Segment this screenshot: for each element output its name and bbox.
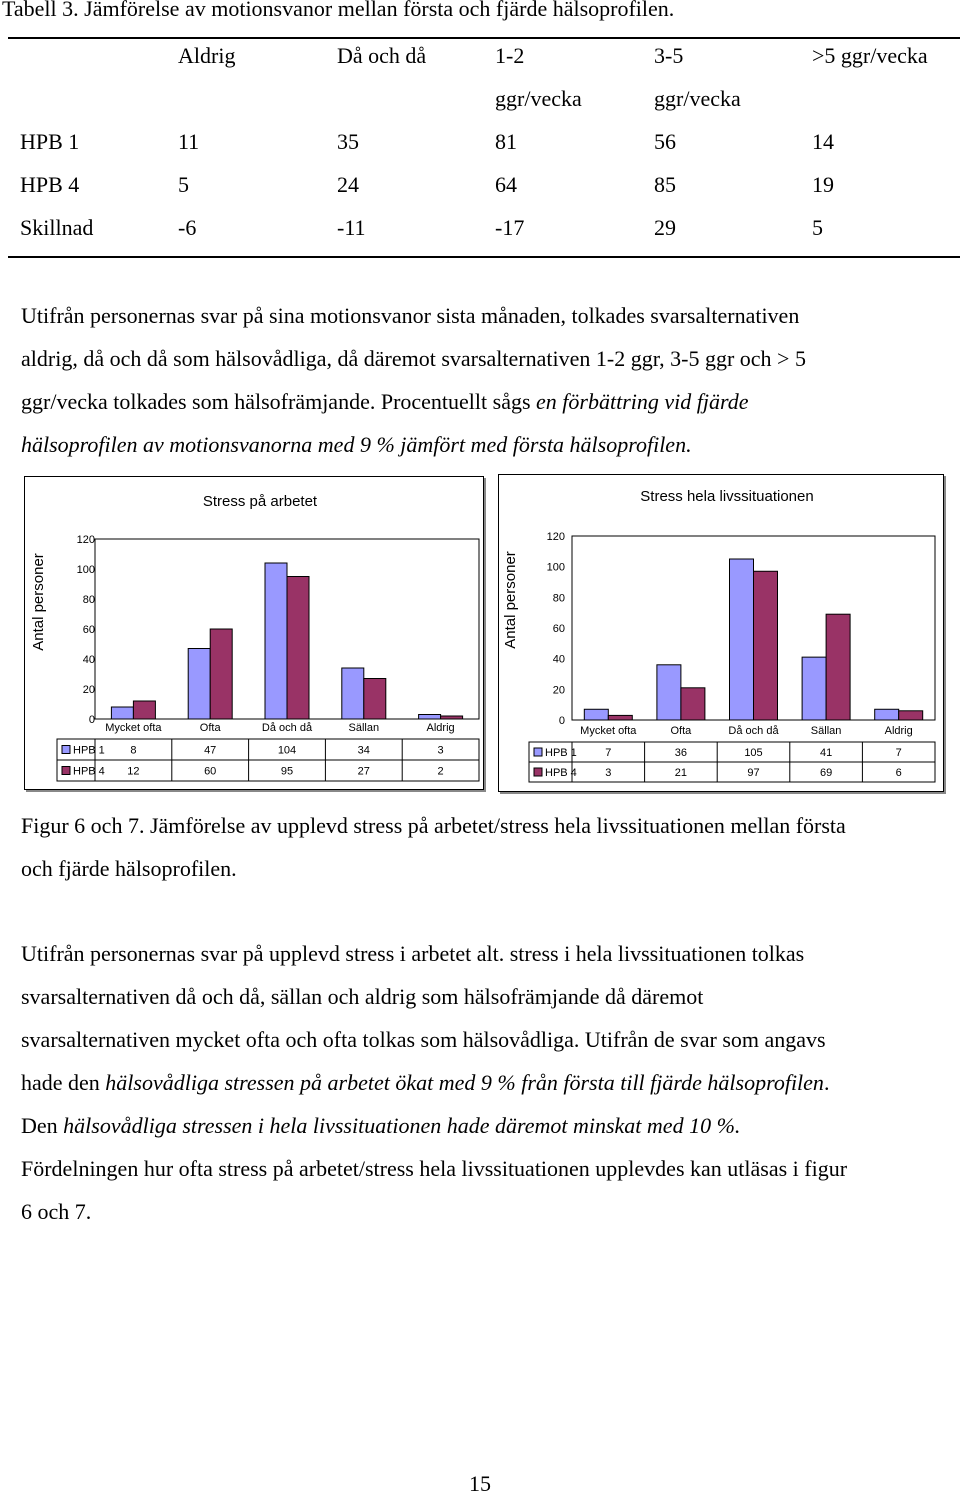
text-line: Figur 6 och 7. Jämförelse av upplevd stress på arbetet/stress hela livssituationen mellan första [21,813,846,838]
category-label: Mycket ofta [105,722,162,734]
table-cell: 24 [337,172,359,197]
bar-hpb1 [111,707,133,719]
legend-key-hpb4 [62,767,70,775]
y-tick-label: 0 [88,714,95,726]
legend-label: HPB 4 [73,765,105,778]
italic-span: hälsovådliga stressen i hela livssituationen hade däremot minskat med 10 %. [63,1113,741,1138]
bar-hpb4 [754,571,778,720]
data-table-value: 34 [357,744,370,757]
bar-hpb4 [364,679,386,720]
bar-hpb4 [681,688,705,720]
motion-habits-table [8,37,960,258]
y-tick-label: 60 [82,624,95,636]
table-bottom-rule [8,256,960,258]
data-table-value: 3 [437,744,444,757]
header-3-5-unit: ggr/vecka [654,86,741,111]
bar-hpb1 [802,657,826,720]
y-tick-label: 40 [552,653,565,666]
data-table-value: 36 [674,747,688,759]
y-tick-label: 0 [558,715,565,727]
table-top-rule [8,37,960,39]
bar-hpb1 [419,715,441,720]
chart-stress-life [498,474,944,792]
text-span: ggr/vecka tolkades som hälsofrämjande. Procentuellt sågs [21,389,537,414]
header-3-5: 3-5 [654,43,684,68]
data-table-value: 21 [674,767,688,779]
bar-hpb4 [210,629,232,719]
data-table-value: 6 [895,767,902,779]
legend-key-hpb1 [534,748,542,756]
data-table-value: 104 [277,744,297,757]
table-cell: 35 [337,129,359,154]
text-span: hade den [21,1070,106,1095]
y-tick-label: 60 [552,623,565,635]
data-table-value: 7 [895,747,902,759]
bar-hpb1 [342,668,364,719]
header-1-2-unit: ggr/vecka [495,86,582,111]
bar-hpb4 [826,614,850,720]
italic-span: hälsovådliga stressen på arbetet ökat med 9 % från första till fjärde hälsoprofilen [105,1070,824,1095]
data-table-value: 69 [819,767,833,779]
legend-label: HPB 1 [545,747,577,759]
category-label: Ofta [199,722,221,734]
category-label: Mycket ofta [580,725,637,737]
data-table-value: 3 [605,767,612,779]
y-tick-label: 100 [546,561,565,574]
header-da-och-da: Då och då [337,43,427,68]
bar-hpb4 [899,711,923,720]
header-aldrig: Aldrig [178,43,236,68]
bar-hpb1 [657,665,681,720]
data-table-value: 105 [744,747,763,759]
y-tick-label: 80 [552,592,565,605]
paragraph-motion [21,294,956,466]
category-label: Sällan [810,725,842,737]
legend-key-hpb1 [62,746,70,754]
table-cell: 5 [178,172,189,197]
y-axis-label: Antal personer [502,551,519,649]
row-label-hpb1: HPB 1 [20,129,80,154]
paragraph-stress [21,932,956,1233]
category-label: Då och då [728,725,779,737]
category-label: Aldrig [884,725,913,737]
header-over-5: >5 ggr/vecka [812,43,928,68]
chart-stress-work [24,476,484,790]
row-label-hpb4: HPB 4 [20,172,80,197]
table-cell: -11 [337,215,366,240]
data-table-value: 8 [130,744,137,757]
data-table-value: 95 [280,765,294,778]
table-cell: 81 [495,129,517,154]
bar-hpb1 [875,709,899,720]
chart-stress-work-svg [25,477,483,789]
text-line [21,1104,956,1147]
bar-hpb1 [188,649,210,720]
text-line: svarsalternativen då och då, sällan och aldrig som hälsofrämjande då däremot [21,984,704,1009]
y-tick-label: 40 [82,654,95,666]
y-tick-label: 120 [546,531,565,543]
text-line [21,380,956,423]
data-table-value: 27 [357,765,370,778]
chart-stress-life-svg [499,475,943,791]
category-label: Ofta [670,725,692,737]
y-axis-label: Antal personer [30,553,47,651]
header-1-2: 1-2 [495,43,525,68]
legend-label: HPB 4 [545,767,577,779]
text-line: svarsalternativen mycket ofta och ofta tolkas som hälsovådliga. Utifrån de svar som angavs [21,1027,826,1052]
text-line [21,423,956,466]
chart-title: Stress hela livssituationen [640,488,814,505]
data-table-value: 12 [127,765,140,778]
chart-title: Stress på arbetet [202,493,318,510]
legend-label: HPB 1 [73,744,105,757]
data-table-value: 97 [747,767,760,779]
data-table-value: 41 [819,747,833,759]
text-line: och fjärde hälsoprofilen. [21,856,237,881]
table-cell: 85 [654,172,676,197]
bar-hpb4 [133,701,155,719]
italic-span: hälsoprofilen av motionsvanorna med 9 % jämfört med första hälsoprofilen. [21,432,692,457]
bar-hpb1 [730,559,754,720]
text-line: 6 och 7. [21,1199,92,1224]
table-cell: 19 [812,172,834,197]
y-tick-label: 80 [82,594,95,606]
table-cell: 11 [178,129,200,154]
bar-hpb4 [608,715,632,720]
category-label: Då och då [261,722,313,734]
data-table-value: 7 [605,747,612,759]
table-cell: 5 [812,215,823,240]
bar-hpb1 [584,709,608,720]
bar-hpb4 [441,716,463,719]
category-label: Sällan [348,722,380,734]
category-label: Aldrig [426,722,455,734]
table-cell: -6 [178,215,197,240]
data-table-value: 2 [437,765,444,778]
y-tick-label: 20 [552,684,565,697]
legend-key-hpb4 [534,768,542,776]
page-number: 15 [469,1471,491,1496]
text-line: Utifrån personernas svar på upplevd stress i arbetet alt. stress i hela livssituationen tolkas [21,941,805,966]
y-tick-label: 20 [82,684,95,696]
table-cell: 56 [654,129,676,154]
text-line: aldrig, då och då som hälsovådliga, då däremot svarsalternativen 1-2 ggr, 3-5 ggr och > 5 [21,346,806,371]
y-tick-label: 100 [76,564,95,576]
table-cell: 29 [654,215,676,240]
data-table-value: 60 [204,765,217,778]
table-cell: 14 [812,129,834,154]
bar-hpb4 [287,577,309,720]
text-line: Utifrån personernas svar på sina motionsvanor sista månaden, tolkades svarsalternativen [21,303,800,328]
text-span: Den [21,1113,64,1138]
table-cell: -17 [495,215,525,240]
italic-span: en förbättring vid fjärde [536,389,749,414]
bar-hpb1 [265,563,287,719]
row-label-skillnad: Skillnad [20,215,94,240]
table-caption: Tabell 3. Jämförelse av motionsvanor mellan första och fjärde hälsoprofilen. [2,0,675,21]
table-cell: 64 [495,172,517,197]
text-line: Fördelningen hur ofta stress på arbetet/stress hela livssituationen upplevdes kan utläsas i figur [21,1156,848,1181]
text-line [21,1061,956,1104]
data-table-value: 47 [204,744,217,757]
text-span: . [823,1070,830,1095]
figure-caption [21,804,956,890]
y-tick-label: 120 [76,534,95,546]
